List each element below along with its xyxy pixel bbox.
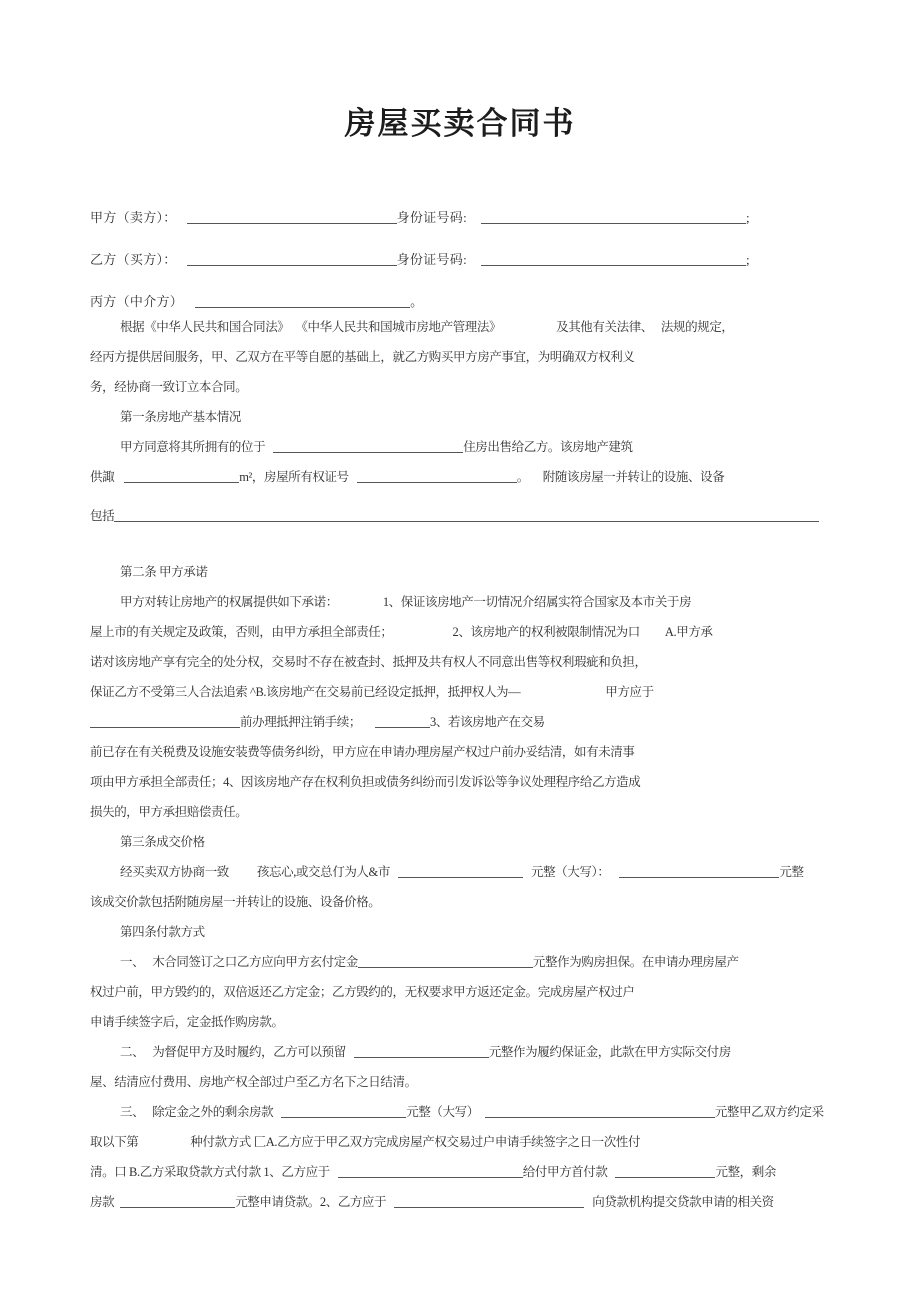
article-3-line-2 — [90, 887, 830, 917]
article-4-line-8-text: 清。口 B.乙方采取贷款方式付款 1、乙方应于 — [90, 1165, 330, 1179]
party-b-line-text: 身份证号码: — [396, 252, 468, 267]
spacer — [138, 1145, 190, 1146]
article-2-line-3-text: 诺对该房地产享有完全的处分权，交易时不存在被查封、抵押及共有权人不同意出售等权利瑕疵和负担， — [90, 655, 647, 669]
article-2-line-7-text: 项由甲方承担全部责任；4、因该房地产存在权利负担或债务纠纷而引发诉讼等争议处理程序给乙方造成 — [90, 775, 641, 789]
article-2-line-8 — [90, 797, 830, 827]
party-c-line-text: 。 — [410, 294, 424, 309]
preamble-line-1-text: 及其他有关法律、 — [556, 320, 653, 334]
article-2-line-4-text: 甲方应于 — [605, 685, 654, 699]
spacer — [349, 480, 357, 481]
article-4-line-7-text: 种付款方式 匚A.乙方应于甲乙双方完成房屋产权交易过户申请手续签字之日一次性付 — [190, 1135, 641, 1149]
spacer — [386, 1205, 394, 1206]
article-3-line-1 — [90, 857, 830, 887]
article-2-heading-text: 第二条 甲方承诺 — [120, 565, 208, 579]
blank-field — [354, 1054, 489, 1058]
preamble-line-2 — [90, 342, 830, 372]
article-4-line-2-text: 权过户前，甲方毁约的，双倍返还乙方定金；乙方毁约的，无权要求甲方返还定金。完成房屋产权过户 — [90, 985, 635, 999]
blank-field — [124, 479, 239, 483]
blank-field — [481, 262, 746, 266]
spacer — [177, 221, 187, 222]
article-2-line-5-text: 3、若该房地产在交易 — [430, 715, 545, 729]
blank-field — [394, 1204, 584, 1208]
article-4-line-8-text: 给付甲方首付款 — [522, 1165, 608, 1179]
article-4-line-5-text: 屋、结清应付费用、房地产权全部过户至乙方名下之日结清。 — [90, 1075, 417, 1089]
spacer — [229, 875, 257, 876]
article-2-line-2 — [90, 617, 830, 647]
party-b-line-text: 乙方（买方）： — [90, 252, 177, 267]
article-2-line-7 — [90, 767, 830, 797]
article-4-line-4 — [90, 1037, 830, 1067]
article-1-line-3 — [90, 501, 830, 531]
article-2-line-1-text: 1、保证该房地产一切情况介绍属实符合国家及本市关于房 — [382, 595, 692, 609]
article-4-line-9 — [90, 1187, 830, 1217]
preamble-line-3 — [90, 372, 830, 402]
blank-field — [619, 874, 779, 878]
spacer — [144, 1115, 152, 1116]
article-4-line-7 — [90, 1127, 830, 1157]
preamble-line-1-text: 《中华人民共和国城市房地产管理法》 — [295, 320, 502, 334]
article-2-line-6 — [90, 737, 830, 767]
blank-field — [90, 724, 240, 728]
article-4-line-6-text: 三、 — [120, 1105, 145, 1119]
article-2-line-2-text: 屋上市的有关规定及政策，否则，由甲方承担全部责任； — [90, 625, 393, 639]
article-2-line-5 — [90, 707, 830, 737]
article-1-line-2-text: 附随该房屋一并转让的设施、设备 — [542, 470, 725, 484]
article-1-line-2-text: 供諏 — [90, 470, 115, 484]
party-a-line-text: ; — [746, 210, 750, 225]
article-4-line-6 — [90, 1097, 830, 1127]
article-1-line-1-text: 住房出售给乙方。该房地产建筑 — [463, 440, 633, 454]
article-2-line-4-text: 保证乙方不受第三人合法追索 ^B.该房地产在交易前已经设定抵押，抵押权人为— — [90, 685, 521, 699]
spacer — [273, 1115, 281, 1116]
article-3-line-1-text: 元整（大写）： — [530, 865, 610, 879]
article-1-heading — [90, 402, 830, 432]
article-4-line-3-text: 申请手续签字后，定金抵作购房款。 — [90, 1015, 284, 1029]
preamble-line-2-text: 经丙方提供居间服务，甲、乙双方在平等自愿的基础上，就乙方购买甲方房产事宜，为明确双方权利义 — [90, 350, 635, 364]
article-4-line-1 — [90, 947, 830, 977]
article-2-line-3 — [90, 647, 830, 677]
article-1-line-1 — [90, 432, 830, 462]
party-a-line — [90, 205, 830, 231]
article-3-line-1-text: 孩忘心,或交总仃为人&市 — [256, 865, 390, 879]
spacer — [361, 725, 375, 726]
article-4-line-1-text: 一、 — [120, 955, 145, 969]
spacer — [144, 965, 152, 966]
contract-title: 房屋买卖合同书 — [344, 106, 576, 141]
article-4-line-9-text: 元整申请贷款。2、乙方应于 — [235, 1195, 387, 1209]
spacer — [467, 221, 481, 222]
article-2-line-8-text: 损失的，甲方承担赔偿责任。 — [90, 805, 248, 819]
article-2-line-1 — [90, 587, 830, 617]
blank-field — [195, 304, 410, 308]
article-3-heading-text: 第三条成交价格 — [120, 835, 205, 849]
spacer — [177, 263, 187, 264]
article-2-heading — [90, 557, 830, 587]
party-c-line-text: 丙方（中介方） — [90, 294, 184, 309]
spacer — [607, 1175, 615, 1176]
preamble-line-1 — [90, 312, 830, 342]
article-4-line-1-text: 木合同签订之口乙方应向甲方玄付定金 — [152, 955, 358, 969]
spacer — [467, 263, 481, 264]
spacer — [520, 695, 605, 696]
article-4-line-4-text: 二、 — [120, 1045, 145, 1059]
party-a-line-text: 身份证号码: — [396, 210, 468, 225]
spacer — [144, 1055, 152, 1056]
article-1-line-3-text: 包括 — [90, 509, 115, 523]
article-4-line-1-text: 元整作为购房担保。在申请办理房屋产 — [532, 955, 739, 969]
spacer — [529, 480, 543, 481]
blank-field — [187, 262, 397, 266]
spacer — [338, 605, 383, 606]
article-4-line-5 — [90, 1067, 830, 1097]
preamble-line-3-text: 务，经协商一致订立本合同。 — [90, 380, 248, 394]
article-2-line-5-text: 前办理抵押注销手续； — [240, 715, 362, 729]
blank-field — [485, 1114, 715, 1118]
spacer — [501, 330, 556, 331]
spacer — [114, 480, 124, 481]
article-1-line-2-text: 。 — [516, 470, 529, 484]
blank-field — [338, 1174, 523, 1178]
blank-field — [398, 874, 523, 878]
article-3-line-1-text: 元整 — [779, 865, 804, 879]
article-4-line-8 — [90, 1157, 830, 1187]
article-1-heading-text: 第一条房地产基本情况 — [120, 410, 242, 424]
blank-field — [273, 449, 463, 453]
article-4-line-7-text: 取以下第 — [90, 1135, 139, 1149]
blank-field — [358, 964, 533, 968]
article-2-line-4 — [90, 677, 830, 707]
blank-field — [187, 220, 397, 224]
article-4-line-9-text: 向贷款机构提交贷款申请的相关资 — [592, 1195, 774, 1209]
article-4-line-6-text: 元整甲乙双方约定采 — [714, 1105, 824, 1119]
spacer — [523, 875, 531, 876]
party-b-line — [90, 247, 830, 273]
blank-field — [357, 479, 517, 483]
spacer — [390, 875, 398, 876]
article-4-line-8-text: 元整，剩余 — [715, 1165, 776, 1179]
spacer — [330, 1175, 338, 1176]
article-3-line-2-text: 该成交价款包括附随房屋一并转让的设施、设备价格。 — [90, 895, 381, 909]
article-4-line-2 — [90, 977, 830, 1007]
spacer — [640, 635, 665, 636]
article-3-line-1-text: 经买卖双方协商一致 — [120, 865, 229, 879]
party-b-line-text: ; — [746, 252, 750, 267]
party-a-line-text: 甲方（卖方）： — [90, 210, 177, 225]
article-4-heading — [90, 917, 830, 947]
blank-field — [375, 724, 430, 728]
blank-field — [114, 518, 819, 522]
article-2-line-2-text: A.甲方承 — [664, 625, 713, 639]
article-2-line-6-text: 前已存在有关税费及设施安装费等债务纠纷，甲方应在申请办理房屋产权过户前办妥结清，如有未清事 — [90, 745, 635, 759]
spacer — [653, 330, 661, 331]
blank-field — [615, 1174, 715, 1178]
article-4-line-6-text: 元整（大写） — [406, 1105, 479, 1119]
spacer — [265, 450, 273, 451]
article-2-line-2-text: 2、该房地产的权利被限制情况为口 — [452, 625, 640, 639]
blank-field — [120, 1204, 235, 1208]
contract-body — [90, 205, 830, 1217]
article-4-line-3 — [90, 1007, 830, 1037]
spacer — [609, 875, 619, 876]
article-3-heading — [90, 827, 830, 857]
article-4-line-6-text: 除定金之外的剩余房款 — [152, 1105, 274, 1119]
article-4-line-4-text: 元整作为履约保证金，此款在甲方实际交付房 — [488, 1045, 731, 1059]
spacer — [346, 1055, 354, 1056]
spacer — [393, 635, 453, 636]
article-1-line-1-text: 甲方同意将其所拥有的位于 — [120, 440, 266, 454]
article-1-line-2 — [90, 462, 830, 492]
article-4-heading-text: 第四条付款方式 — [120, 925, 205, 939]
blank-field — [481, 220, 746, 224]
preamble-line-1-text: 根据《中华人民共和国合同法》 — [120, 320, 290, 334]
article-4-line-9-text: 房款 — [90, 1195, 115, 1209]
spacer — [183, 305, 195, 306]
article-4-line-4-text: 为督促甲方及时履约，乙方可以预留 — [152, 1045, 346, 1059]
preamble-line-1-text: 法规的规定， — [660, 320, 734, 334]
article-1-line-2-text: m²，房屋所有权证号 — [239, 470, 349, 484]
blank-field — [281, 1114, 406, 1118]
article-2-line-1-text: 甲方对转让房地产的权属提供如下承诺： — [120, 595, 338, 609]
